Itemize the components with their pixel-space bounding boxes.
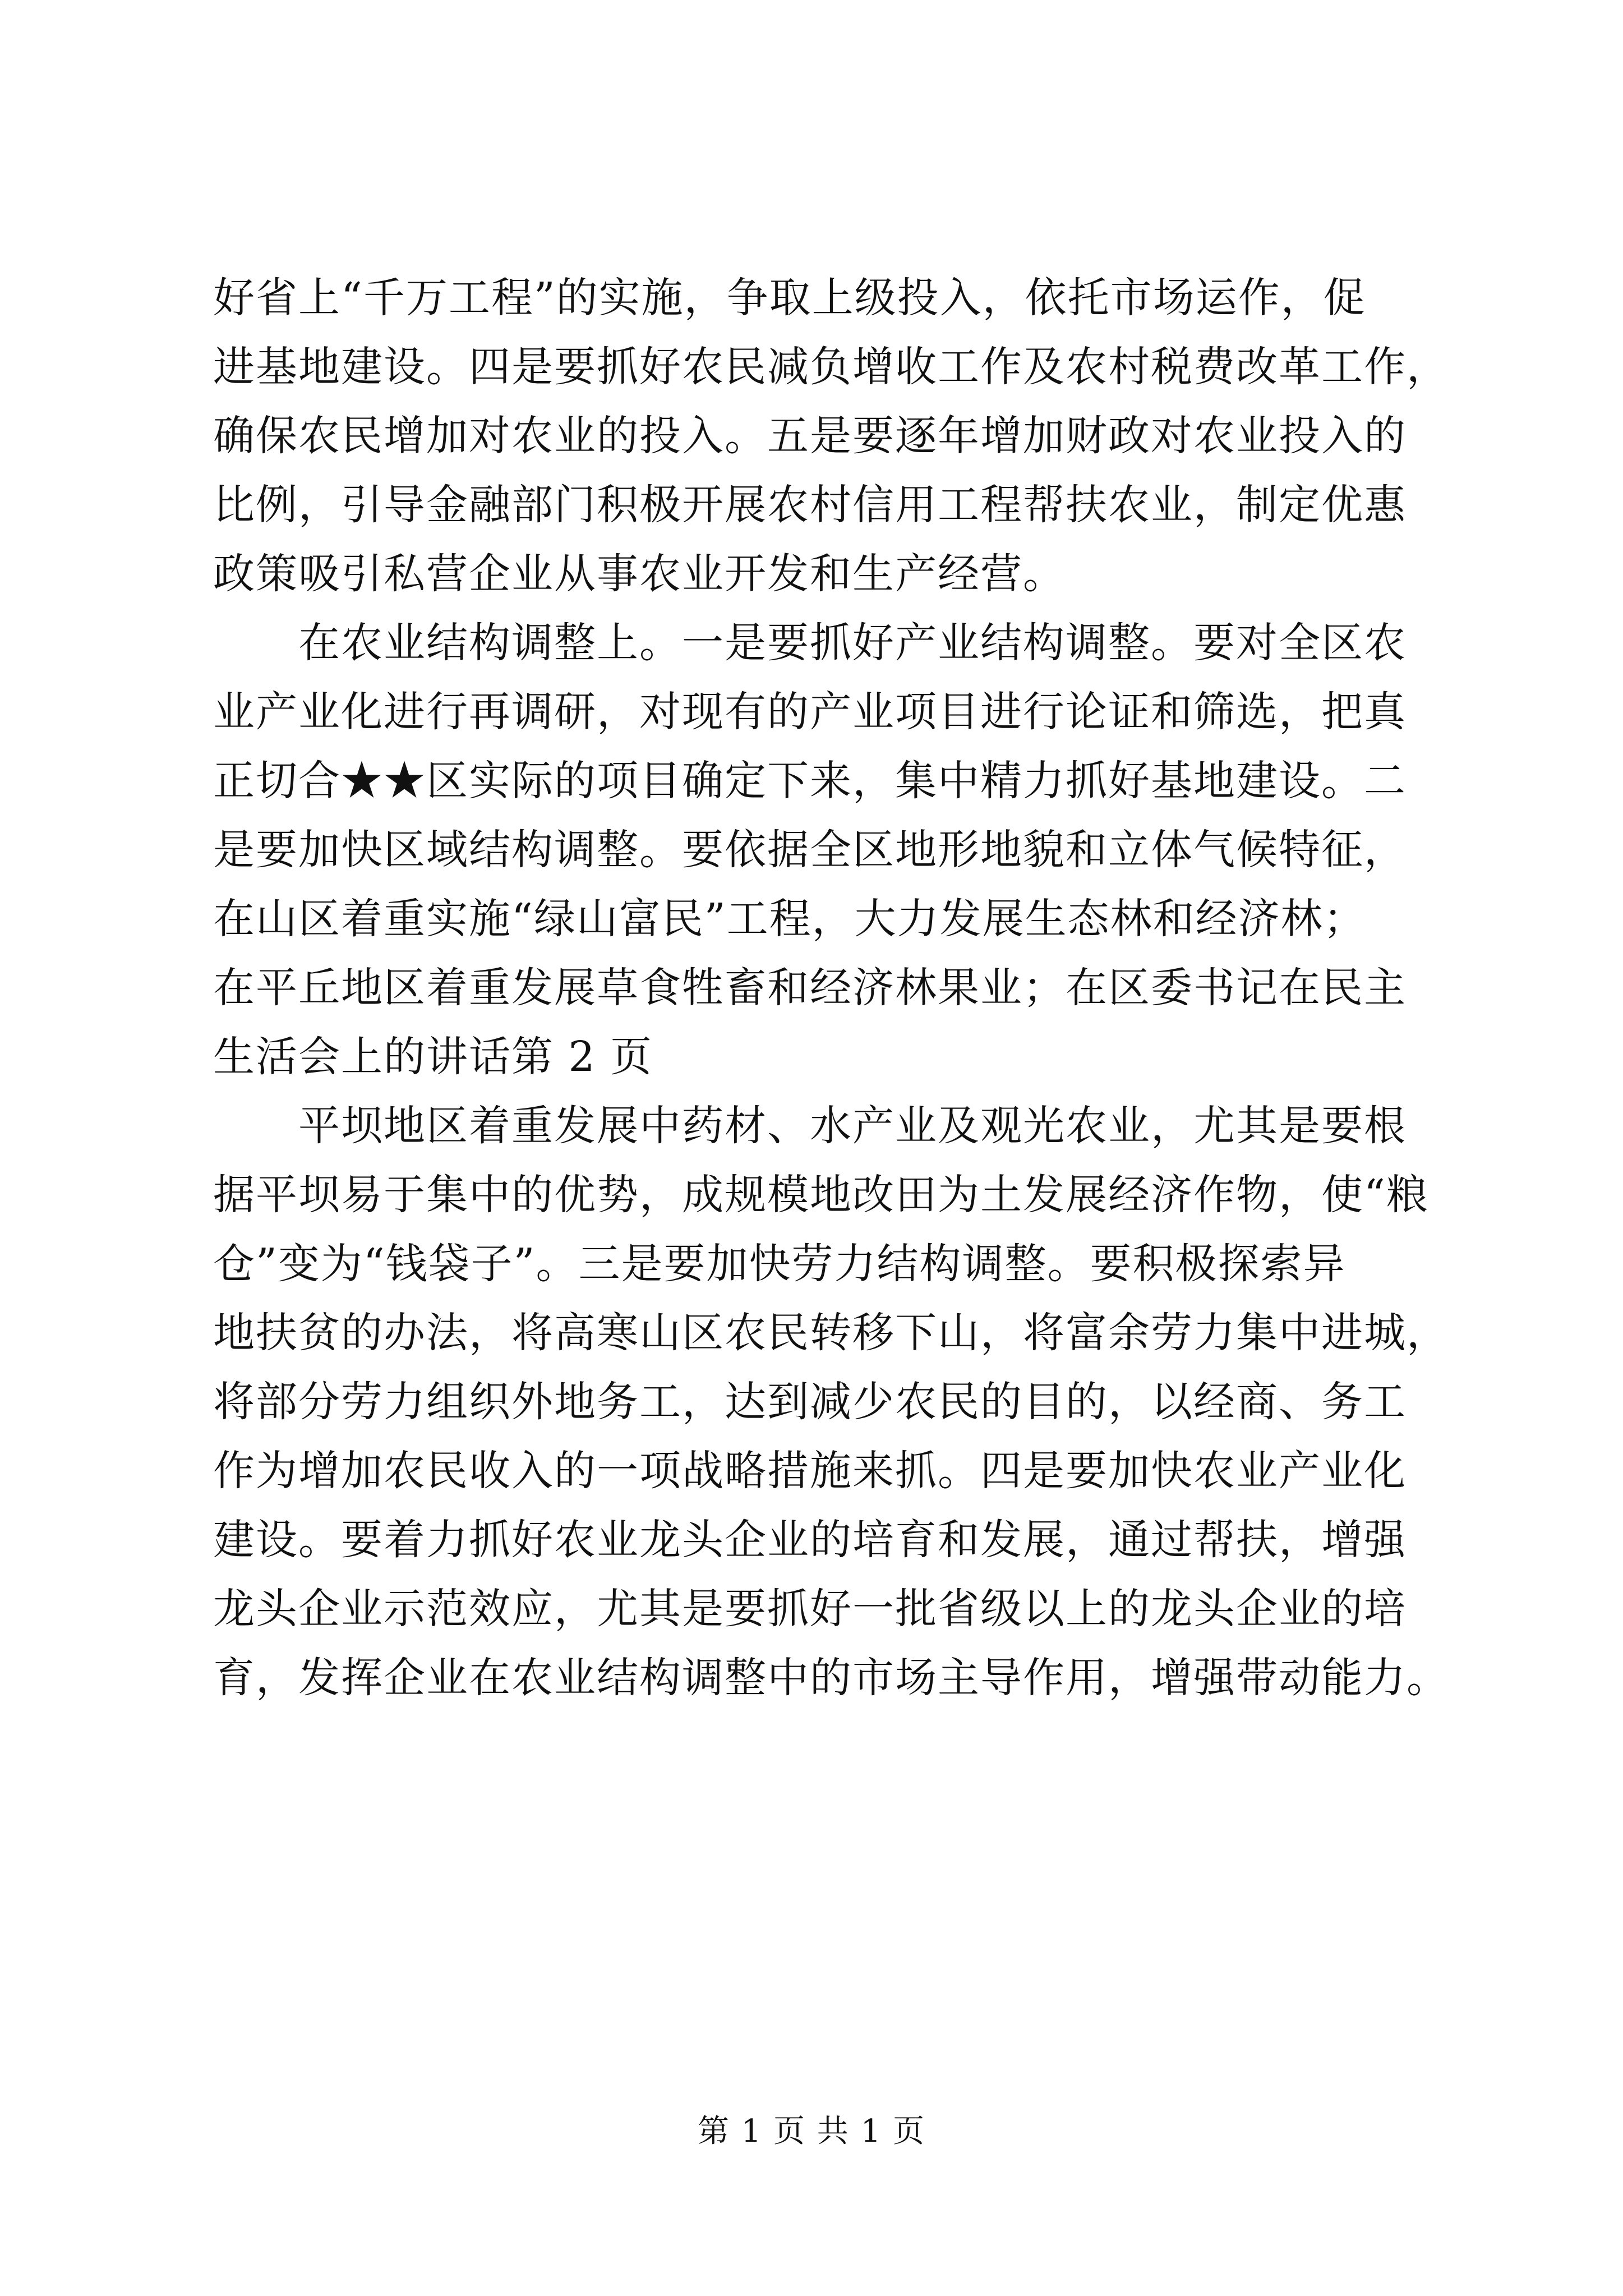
text-line: 建设。要着力抓好农业龙头企业的培育和发展，通过帮扶，增强 [213,1516,1407,1564]
text-line: 据平坝易于集中的优势，成规模地改田为土发展经济作物，使“粮 [213,1171,1429,1219]
text-line: 在农业结构调整上。一是要抓好产业结构调整。要对全区农 [213,619,1407,667]
text-line: 进基地建设。四是要抓好农民减负增收工作及农村税费改革工作， [213,343,1449,391]
text-line: 生活会上的讲话第 2 页 [213,1033,653,1081]
text-line: 在山区着重实施“绿山富民”工程，大力发展生态林和经济林； [213,895,1366,943]
text-line: 育，发挥企业在农业结构调整中的市场主导作用，增强带动能力。 [213,1654,1449,1702]
text-line: 业产业化进行再调研，对现有的产业项目进行论证和筛选，把真 [213,688,1407,736]
page-footer: 第 1 页 共 1 页 [697,2113,926,2150]
text-line: 正切合★★区实际的项目确定下来，集中精力抓好基地建设。二 [213,757,1407,805]
text-line: 确保农民增加对农业的投入。五是要逐年增加财政对农业投入的 [213,412,1407,460]
text-line: 将部分劳力组织外地务工，达到减少农民的目的，以经商、务工 [213,1378,1407,1426]
text-line: 仓”变为“钱袋子”。三是要加快劳力结构调整。要积极探索异 [213,1240,1346,1288]
text-line: 作为增加农民收入的一项战略措施来抓。四是要加快农业产业化 [213,1447,1407,1495]
text-line: 政策吸引私营企业从事农业开发和生产经营。 [213,550,1066,598]
text-line: 好省上“千万工程”的实施，争取上级投入，依托市场运作，促 [213,274,1366,322]
document-body [213,264,1475,1713]
text-line: 是要加快区域结构调整。要依据全区地形地貌和立体气候特征， [213,826,1407,874]
text-line: 在平丘地区着重发展草食牲畜和经济林果业；在区委书记在民主 [213,964,1407,1012]
text-line: 地扶贫的办法，将高寒山区农民转移下山，将富余劳力集中进城， [213,1309,1449,1357]
text-line: 比例，引导金融部门积极开展农村信用工程帮扶农业，制定优惠 [213,481,1407,529]
text-line: 龙头企业示范效应，尤其是要抓好一批省级以上的龙头企业的培 [213,1585,1407,1633]
text-line: 平坝地区着重发展中药材、水产业及观光农业，尤其是要根 [213,1102,1407,1150]
